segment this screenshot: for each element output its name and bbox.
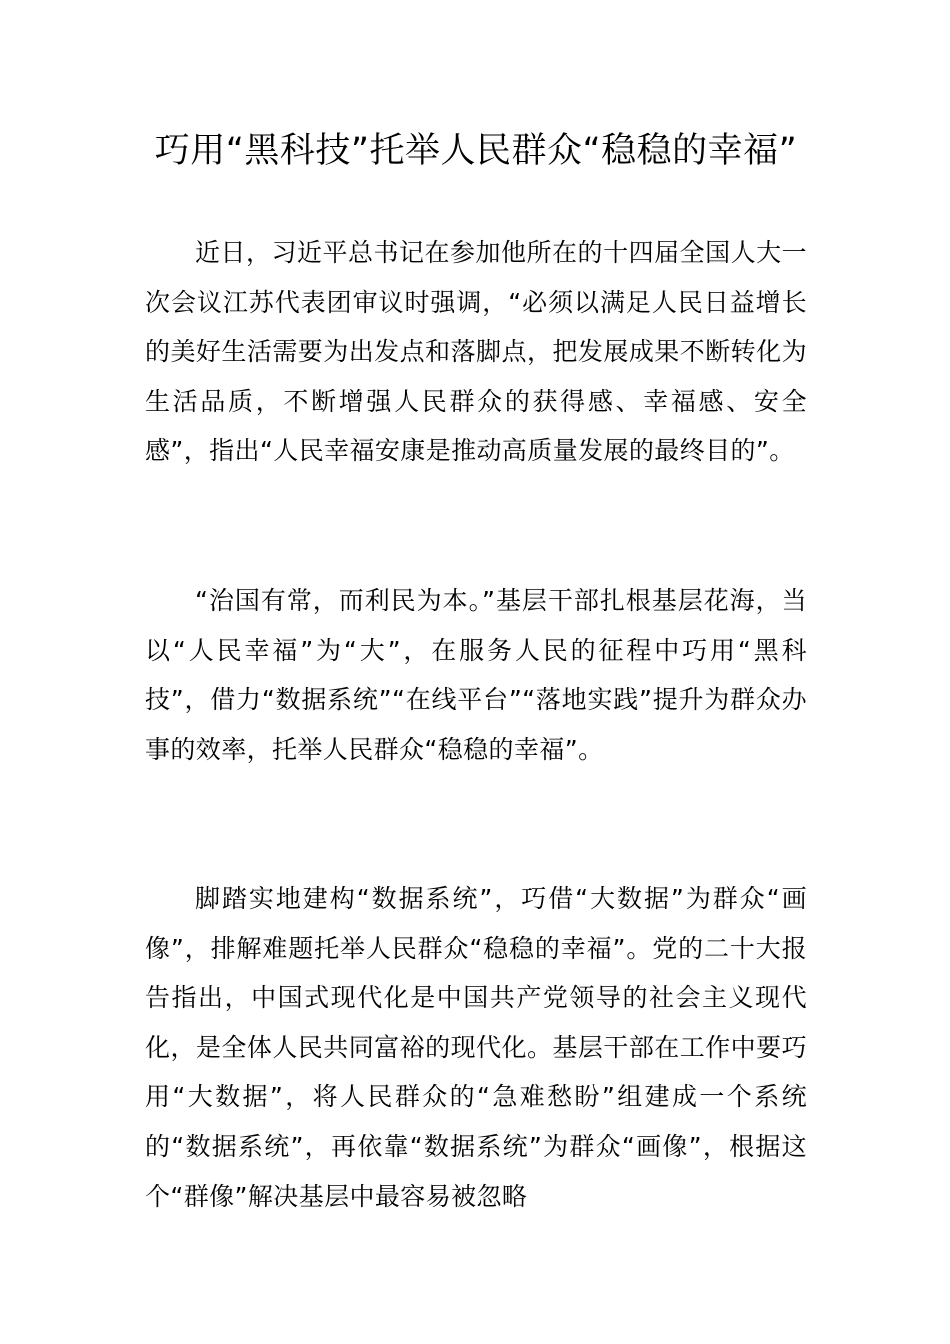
paragraph-1: 近日，习近平总书记在参加他所在的十四届全国人大一次会议江苏代表团审议时强调，“必须以满足人民日益增长的美好生活需要为出发点和落脚点，把发展成果不断转化为生活品质，不断增强人民群众的获得感、幸福感、安全感”，指出“人民幸福安康是推动高质量发展的最终目的”。 xyxy=(145,238,807,466)
paragraph-2: “治国有常，而利民为本。”基层干部扎根基层花海，当以“人民幸福”为“大”，在服务人民的征程中巧用“黑科技”，借力“数据系统”“在线平台”“落地实践”提升为群众办事的效率，托举人民群众“稳稳的幸福”。 xyxy=(145,586,807,764)
document-title: 巧用“黑科技”托举人民群众“稳稳的幸福” xyxy=(154,131,798,171)
paragraph-3: 脚踏实地建构“数据系统”，巧借“大数据”为群众“画像”，排解难题托举人民群众“稳稳的幸福”。党的二十大报告指出，中国式现代化是中国共产党领导的社会主义现代化，是全体人民共同富裕的现代化。基层干部在工作中要巧用“大数据”，将人民群众的“急难愁盼”组建成一个系统的“数据系统”，再依靠“数据系统”为群众“画像”，根据这个“群像”解决基层中最容易被忽略 xyxy=(145,884,807,1211)
